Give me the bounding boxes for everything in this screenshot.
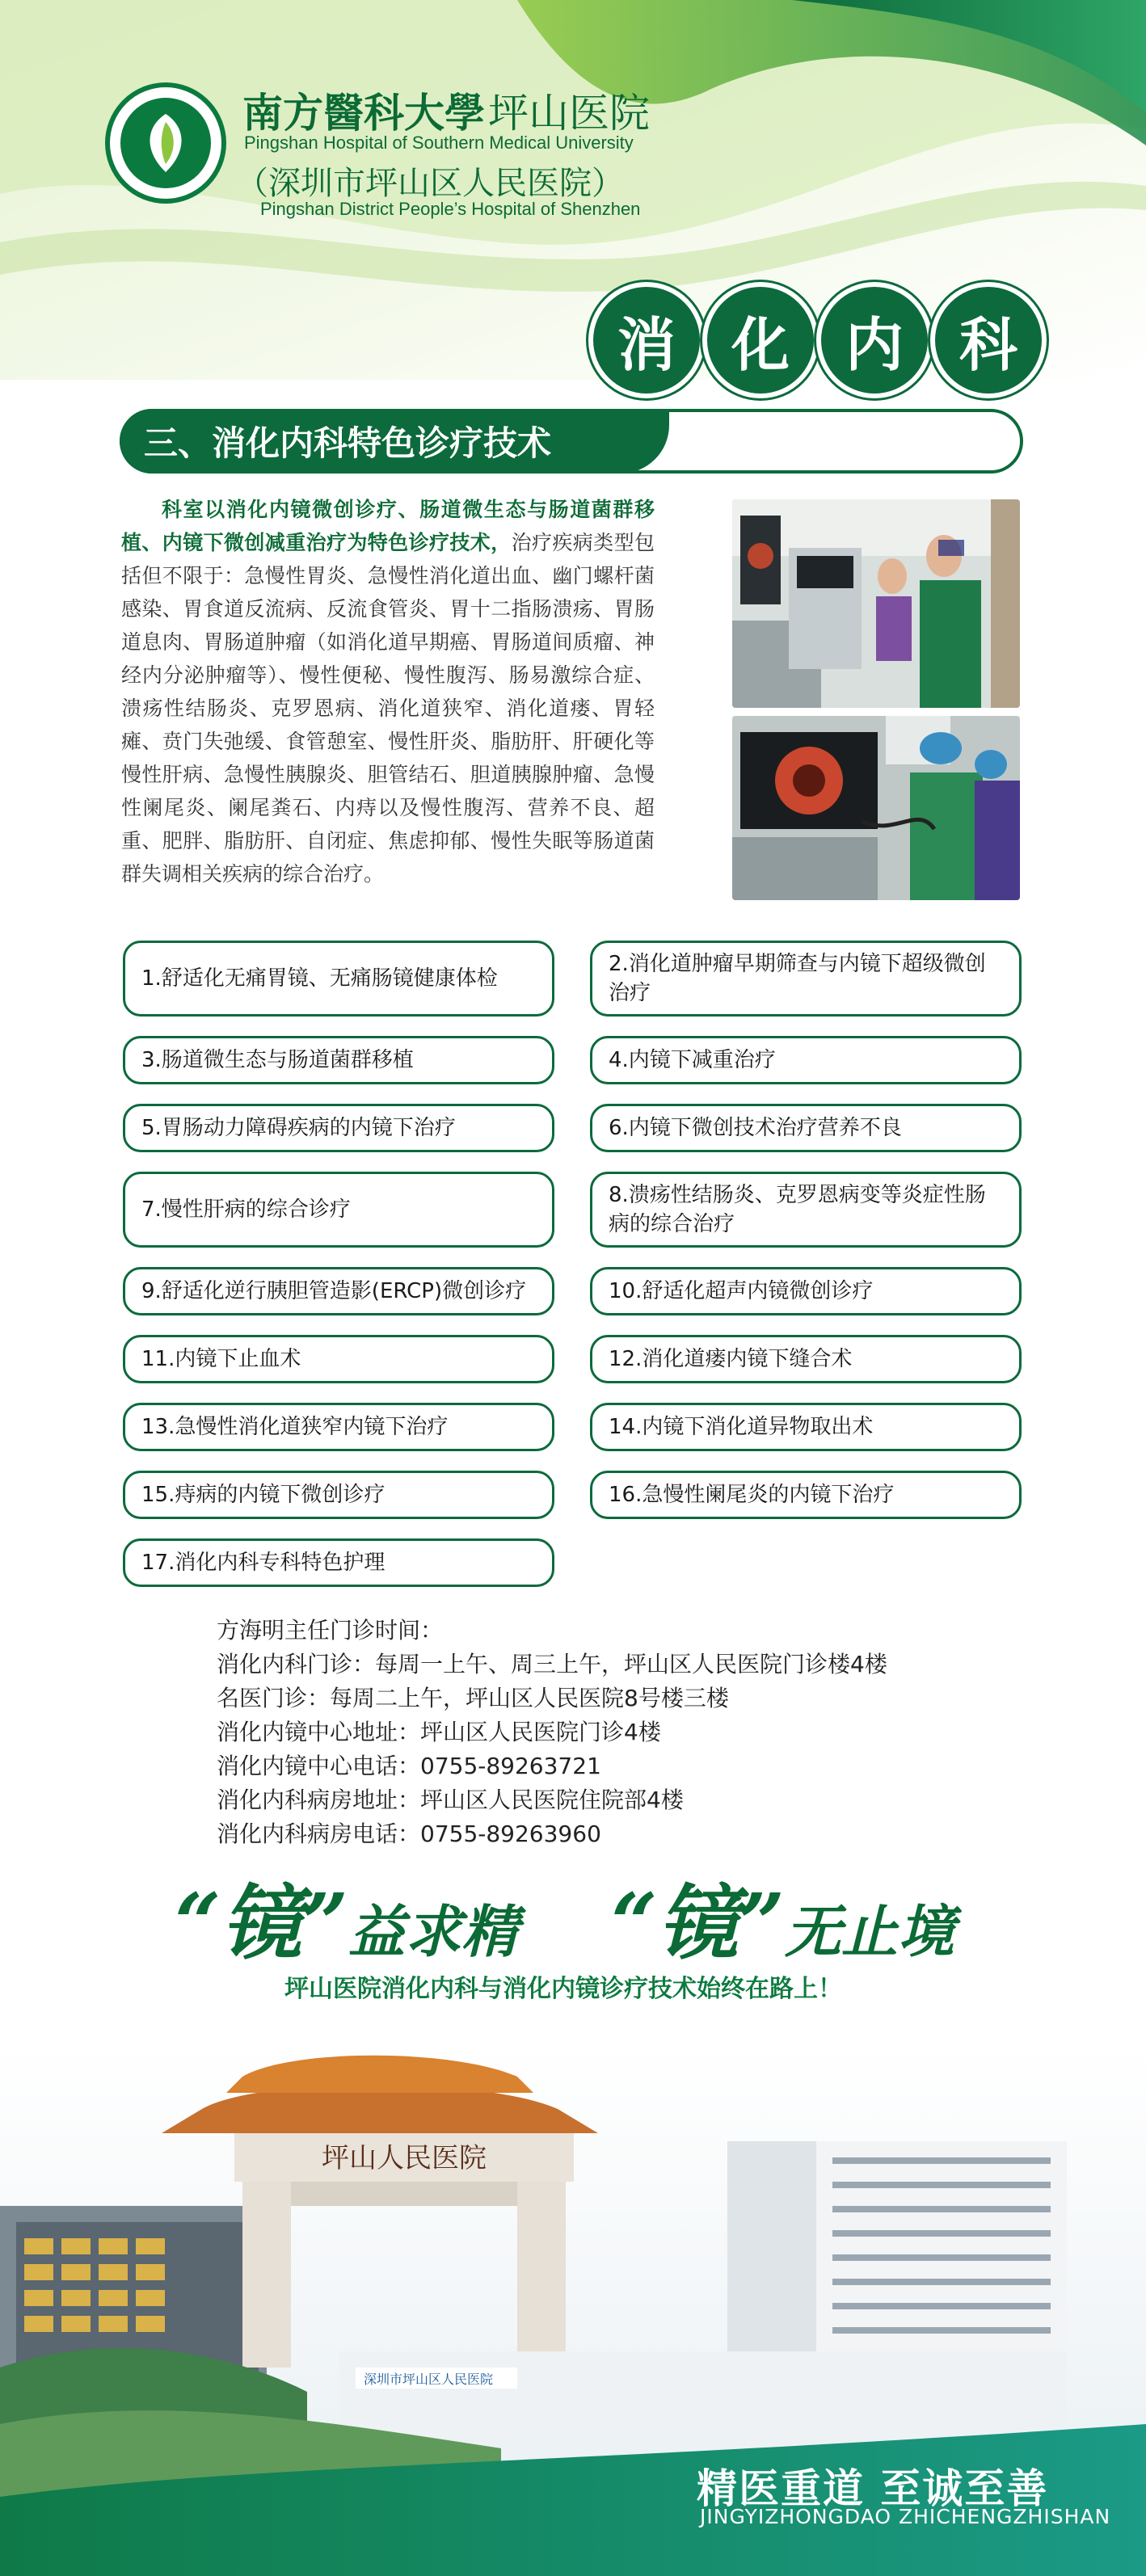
service-item-11: 11.内镜下止血术 — [123, 1335, 554, 1383]
building-sign-text: 深圳市坪山区人民医院 — [364, 2372, 494, 2387]
service-item-10: 10.舒适化超声内镜微创诊疗 — [590, 1267, 1022, 1315]
photo-endoscopy-procedure — [732, 716, 1020, 900]
service-item-16: 16.急慢性阑尾炎的内镜下治疗 — [590, 1471, 1022, 1519]
service-item-12: 12.消化道瘘内镜下缝合术 — [590, 1335, 1022, 1383]
district-hospital-name-en: Pingshan District People’s Hospital of Shenzhen — [260, 199, 641, 219]
service-item-2: 2.消化道肿瘤早期筛查与内镜下超级微创治疗 — [590, 941, 1022, 1017]
intro-normal-text: 治疗疾病类型包括但不限于：急慢性胃炎、急慢性消化道出血、幽门螺杆菌感染、胃食道反流病、反流食管炎、胃十二指肠溃疡、胃肠道息肉、胃肠道肿瘤（如消化道早期癌、胃肠道间质瘤、神经内分泌肿瘤等）、慢性便秘、慢性腹泻、肠易激综合症、溃疡性结肠炎、克罗恩病、消化道狭窄、消化道瘘、胃轻瘫、贲门失弛缓、食管憩室、慢性肝炎、脂肪肝、肝硬化等慢性肝病、急慢性胰腺炎、胆管结石、胆道胰腺肿瘤、急慢性阑尾炎、阑尾粪石、内痔以及慢性腹泻、营养不良、超重、肥胖、脂肪肝、自闭症、焦虑抑郁、慢性失眠等肠道菌群失调相关疾病的综合治疗。 — [121, 531, 655, 886]
clinic-info-line-7: 消化内科病房电话：0755-89263960 — [217, 1820, 601, 1847]
motto-en: JINGYIZHONGDAO ZHICHENGZHISHAN — [700, 2505, 1111, 2528]
motto-cn: 精医重道 至诚至善 — [697, 2465, 1049, 2512]
university-name-cn — [242, 81, 650, 139]
department-char-3: 内 — [821, 287, 928, 394]
photo-endoscopy-doctors — [732, 499, 1020, 708]
clinic-info-line-3: 名医门诊：每周二上午，坪山区人民医院8号楼三楼 — [217, 1685, 729, 1711]
service-item-14: 14.内镜下消化道异物取出术 — [590, 1403, 1022, 1451]
service-item-7: 7.慢性肝病的综合诊疗 — [123, 1172, 554, 1248]
hospital-name-en: Pingshan Hospital of Southern Medical University — [244, 133, 634, 153]
department-char-1: 消 — [593, 287, 700, 394]
intro-bold-text: 科室以消化内镜微创诊疗、肠道微生态与肠道菌群移植、内镜下微创减重治疗为特色诊疗技术， — [121, 498, 655, 554]
slogan-right — [611, 1858, 954, 1975]
gate-plaque-text: 坪山人民医院 — [322, 2142, 487, 2174]
hospital-name: 坪山医院 — [488, 90, 650, 137]
clinic-info-line-6: 消化内科病房地址：坪山区人民医院住院部4楼 — [217, 1787, 684, 1813]
department-char-2: 化 — [707, 287, 814, 394]
clinic-info-line-1: 方海明主任门诊时间： — [217, 1617, 444, 1644]
service-item-9: 9.舒适化逆行胰胆管造影(ERCP)微创诊疗 — [123, 1267, 554, 1315]
slogan-right-rest: 无止境 — [785, 1898, 955, 1965]
slogan-left — [175, 1858, 518, 1975]
service-item-17: 17.消化内科专科特色护理 — [123, 1538, 554, 1587]
intro-paragraph — [121, 493, 655, 890]
service-item-3: 3.肠道微生态与肠道菌群移植 — [123, 1036, 554, 1084]
service-item-8: 8.溃疡性结肠炎、克罗恩病变等炎症性肠病的综合治疗 — [590, 1172, 1022, 1248]
service-item-15: 15.痔病的内镜下微创诊疗 — [123, 1471, 554, 1519]
slogan-right-quote: “镜” — [611, 1875, 786, 1971]
clinic-info-line-2: 消化内科门诊：每周一上午、周三上午，坪山区人民医院门诊楼4楼 — [217, 1651, 887, 1677]
clinic-info-line-5: 消化内镜中心电话：0755-89263721 — [217, 1753, 601, 1779]
hospital-logo — [105, 82, 226, 204]
slogan-left-rest: 益求精 — [348, 1898, 519, 1965]
logo-emblem — [120, 98, 211, 188]
tagline: 坪山医院消化内科与消化内镜诊疗技术始终在路上！ — [284, 1975, 842, 2003]
section-title: 三、消化内科特色诊疗技术 — [120, 409, 669, 474]
district-hospital-name-cn: （深圳市坪山区人民医院） — [236, 165, 624, 202]
service-item-5: 5.胃肠动力障碍疾病的内镜下治疗 — [123, 1104, 554, 1152]
service-item-4: 4.内镜下减重治疗 — [590, 1036, 1022, 1084]
department-char-4: 科 — [935, 287, 1042, 394]
clinic-info-line-4: 消化内镜中心地址：坪山区人民医院门诊4楼 — [217, 1719, 661, 1745]
service-item-13: 13.急慢性消化道狭窄内镜下治疗 — [123, 1403, 554, 1451]
slogan-left-quote: “镜” — [175, 1875, 349, 1971]
service-item-6: 6.内镜下微创技术治疗营养不良 — [590, 1104, 1022, 1152]
service-item-1: 1.舒适化无痛胃镜、无痛肠镜健康体检 — [123, 941, 554, 1017]
leaf-icon — [137, 111, 194, 175]
university-name: 南方醫科大學 — [242, 89, 485, 137]
